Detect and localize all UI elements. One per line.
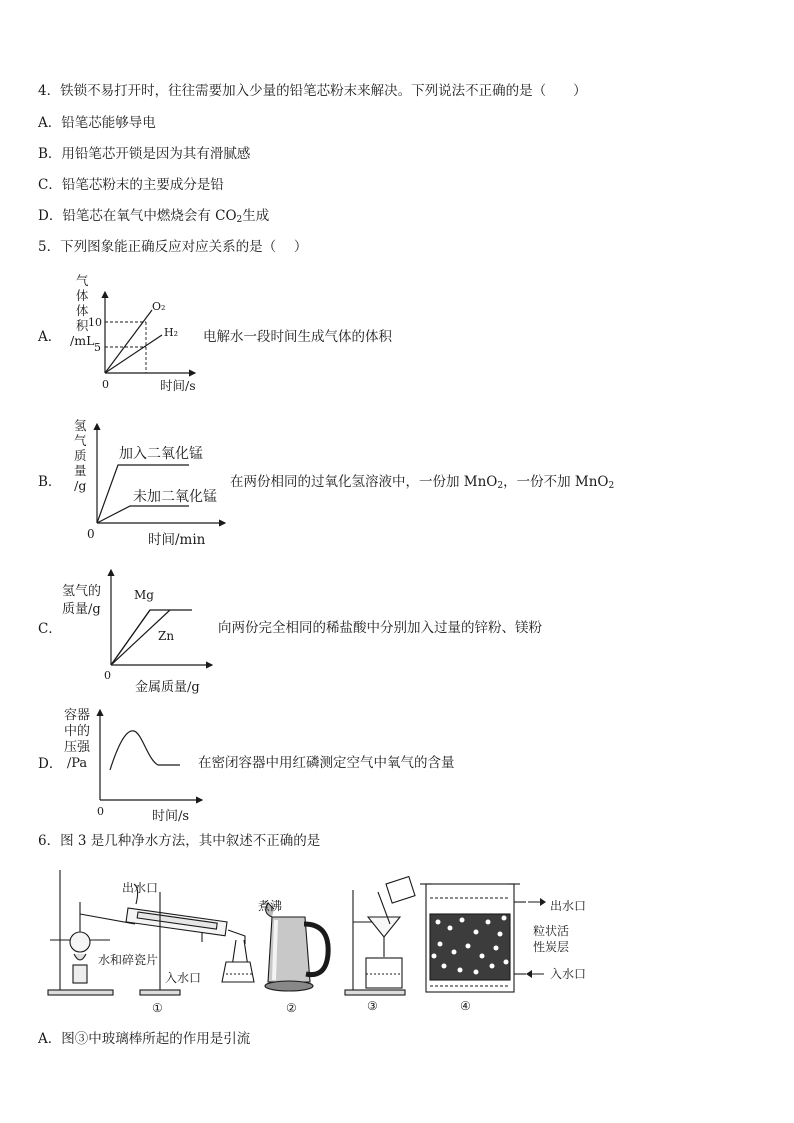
q5-d-ylabel-line: 容器 — [64, 708, 91, 723]
q6-label-outlet4: 出水口 — [550, 899, 587, 913]
q5-d-ylabel-line: 中的 — [64, 724, 91, 739]
q5-b-line-without — [97, 506, 189, 523]
apparatus-kettle — [265, 903, 328, 991]
q5-b-desc — [230, 473, 614, 495]
apparatus-carbon-filter — [420, 884, 526, 992]
q5-d-chart — [92, 705, 207, 825]
q5-a-origin: 0 — [102, 378, 109, 391]
q5-a-series-o2: O₂ — [152, 300, 166, 313]
q6-option-a[interactable]: A．图③中玻璃棒所起的作用是引流 — [38, 1031, 251, 1047]
q5-b-desc-sub2: 2 — [608, 481, 615, 491]
q5-c-ylabel2: 质量/g — [62, 602, 101, 617]
q5-d-origin: 0 — [97, 805, 104, 818]
q5-b-ylabel-char: 气 — [74, 433, 87, 448]
q6-label-inlet4: 入水口 — [550, 967, 587, 981]
q6-label-n1: ① — [152, 1001, 163, 1015]
q5-b-ylabel-char: 质 — [74, 448, 87, 463]
q5-b-letter[interactable]: B． — [38, 474, 62, 490]
q5-c-desc: 向两份完全相同的稀盐酸中分别加入过量的锌粉、镁粉 — [218, 620, 542, 636]
q5-c-series-mg: Mg — [134, 588, 154, 602]
q5-b-series1: 加入二氧化锰 — [119, 446, 203, 462]
q5-c-chart — [96, 565, 216, 680]
q5-a-tick10: 10 — [88, 316, 102, 329]
q5-d-desc: 在密闭容器中用红磷测定空气中氧气的含量 — [198, 755, 455, 771]
q5-a-letter[interactable]: A． — [38, 329, 62, 345]
q5-c-origin: 0 — [104, 669, 111, 682]
q5-a-ylabel-char: 体 — [75, 303, 89, 318]
q5-stem: 5．下列图象能正确反应对应关系的是（ ） — [38, 239, 308, 255]
q5-d-curve — [110, 731, 180, 770]
q5-b-xlabel: 时间/min — [148, 532, 206, 548]
q4-option-b[interactable]: B．用铅笔芯开锁是因为其有滑腻感 — [38, 146, 251, 162]
q5-d-ylabel — [64, 708, 90, 772]
q5-a-ylabel-char: 积 — [75, 318, 89, 333]
q5-c-line-zn — [111, 610, 150, 665]
q6-label-boil: 煮沸 — [258, 899, 283, 913]
q4-option-c[interactable]: C．铅笔芯粉末的主要成分是铅 — [38, 177, 224, 193]
q6-label-carbon1: 粒状活 — [533, 924, 570, 938]
q4-option-d[interactable] — [38, 207, 269, 229]
q5-d-letter[interactable]: D． — [38, 756, 63, 772]
q5-b-desc-pre: 在两份相同的过氧化氢溶液中，一份加 MnO — [230, 474, 498, 490]
q5-b-yunit: /g — [74, 478, 87, 493]
q6-stem: 6．图 3 是几种净水方法，其中叙述不正确的是 — [38, 833, 321, 849]
q5-a-line-o2 — [105, 310, 152, 373]
q5-d-yunit: /Pa — [66, 756, 88, 771]
q4-option-a[interactable]: A．铅笔芯能够导电 — [38, 115, 156, 131]
q5-c-xlabel: 金属质量/g — [135, 680, 200, 695]
q4-option-d-sub: 2 — [236, 215, 243, 225]
q5-a-yunit: /mL — [70, 333, 95, 348]
q5-b-origin: 0 — [87, 527, 95, 541]
q5-b-desc-mid: ，一份不加 MnO — [503, 474, 609, 490]
q6-label-n3: ③ — [367, 999, 378, 1013]
q6-label-chips: 水和碎瓷片 — [98, 953, 159, 967]
apparatus-filtration — [345, 877, 415, 995]
q4-stem: 4．铁锁不易打开时，往往需要加入少量的铅笔芯粉末来解决。下列说法不正确的是（ ） — [38, 83, 587, 99]
q5-d-xlabel: 时间/s — [152, 809, 190, 824]
q5-d-ylabel-line: 压强 — [64, 740, 91, 755]
q5-b-ylabel-char: 氢 — [74, 418, 87, 433]
q6-label-n2: ② — [286, 1001, 297, 1015]
q5-a-line-h2 — [105, 335, 162, 373]
q6-label-inlet1: 入水口 — [165, 971, 202, 985]
q6-label-carbon2: 性炭层 — [533, 940, 570, 954]
q6-label-outlet1: 出水口 — [122, 881, 159, 895]
q5-a-desc: 电解水一段时间生成气体的体积 — [203, 329, 392, 345]
q5-a-ylabel-char: 体 — [75, 288, 89, 303]
q5-c-ylabel1: 氢气的 — [62, 584, 102, 599]
q5-c-line-mg — [111, 610, 192, 665]
q5-c-series-zn: Zn — [158, 629, 175, 643]
q4-option-d-text: D．铅笔芯在氧气中燃烧会有 CO — [38, 208, 237, 224]
q5-a-tick5: 5 — [94, 341, 101, 354]
q5-a-ylabel-char: 气 — [75, 273, 89, 288]
q6-label-n4: ④ — [460, 999, 471, 1013]
q5-c-letter[interactable]: C． — [38, 621, 62, 637]
q5-a-series-h2: H₂ — [164, 326, 179, 339]
q5-b-ylabel-char: 量 — [74, 463, 87, 478]
q5-b-chart — [85, 420, 230, 540]
q5-a-xlabel: 时间/s — [160, 378, 196, 393]
q4-option-d-tail: 生成 — [242, 208, 270, 224]
q5-b-series2: 未加二氧化锰 — [133, 489, 217, 505]
q5-b-desc-sub1: 2 — [497, 481, 504, 491]
